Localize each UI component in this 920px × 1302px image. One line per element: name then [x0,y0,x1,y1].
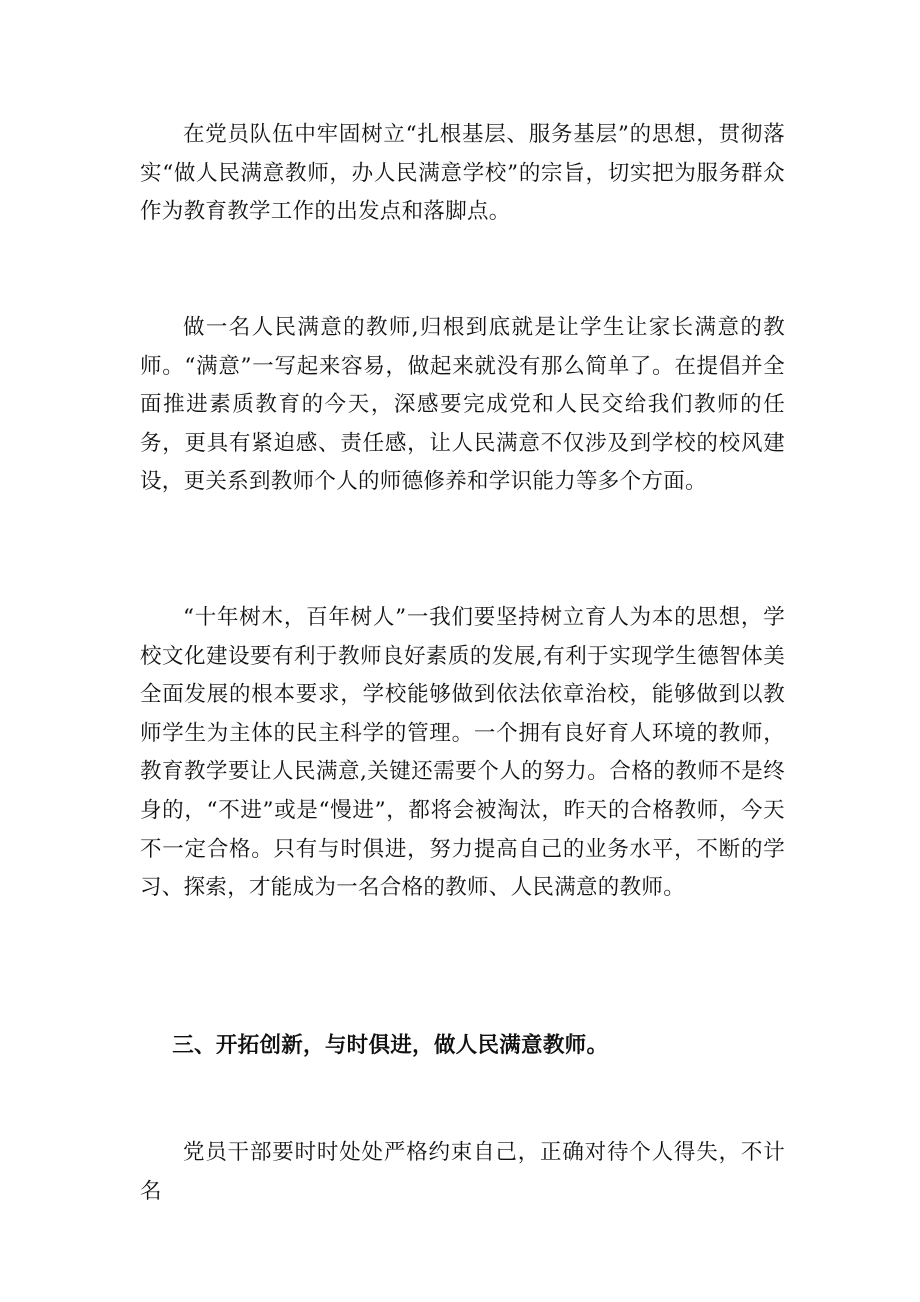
section-heading: 三、开拓创新，与时俱进，做人民满意教师。 [172,1033,609,1058]
paragraph-1: 在党员队伍中牢固树立“扎根基层、服务基层”的思想，贯彻落实“做人民满意教师，办人民满意学校”的宗旨，切实把为服务群众作为教育教学工作的出发点和落脚点。 [140,122,785,225]
paragraph-2: 做一名人民满意的教师,归根到底就是让学生让家长满意的教师。“满意”一写起来容易，做起来就没有那么简单了。在提倡并全面推进素质教育的今天，深感要完成党和人民交给我们教师的任务，更具有紧迫感、责任感，让人民满意不仅涉及到学校的校风建设，更关系到教师个人的师德修养和学识能力等多个方面。 [140,315,785,495]
paragraph-3: “十年树木，百年树人”一我们要坚持树立育人为本的思想，学校文化建设要有利于教师良好素质的发展,有利于实现学生德智体美全面发展的根本要求，学校能够做到依法依章治校，能够做到以教师学生为主体的民主科学的管理。一个拥有良好育人环境的教师，教育教学要让人民满意,关键还需要个人的努力。合格的教师不是终身的，“不进”或是“慢进”，都将会被淘汰，昨天的合格教师，今天不一定合格。只有与时俱进，努力提高自己的业务水平，不断的学习、探索，才能成为一名合格的教师、人民满意的教师。 [140,605,785,901]
paragraph-4: 党员干部要时时处处严格约束自己，正确对待个人得失，不计名 [140,1140,785,1204]
